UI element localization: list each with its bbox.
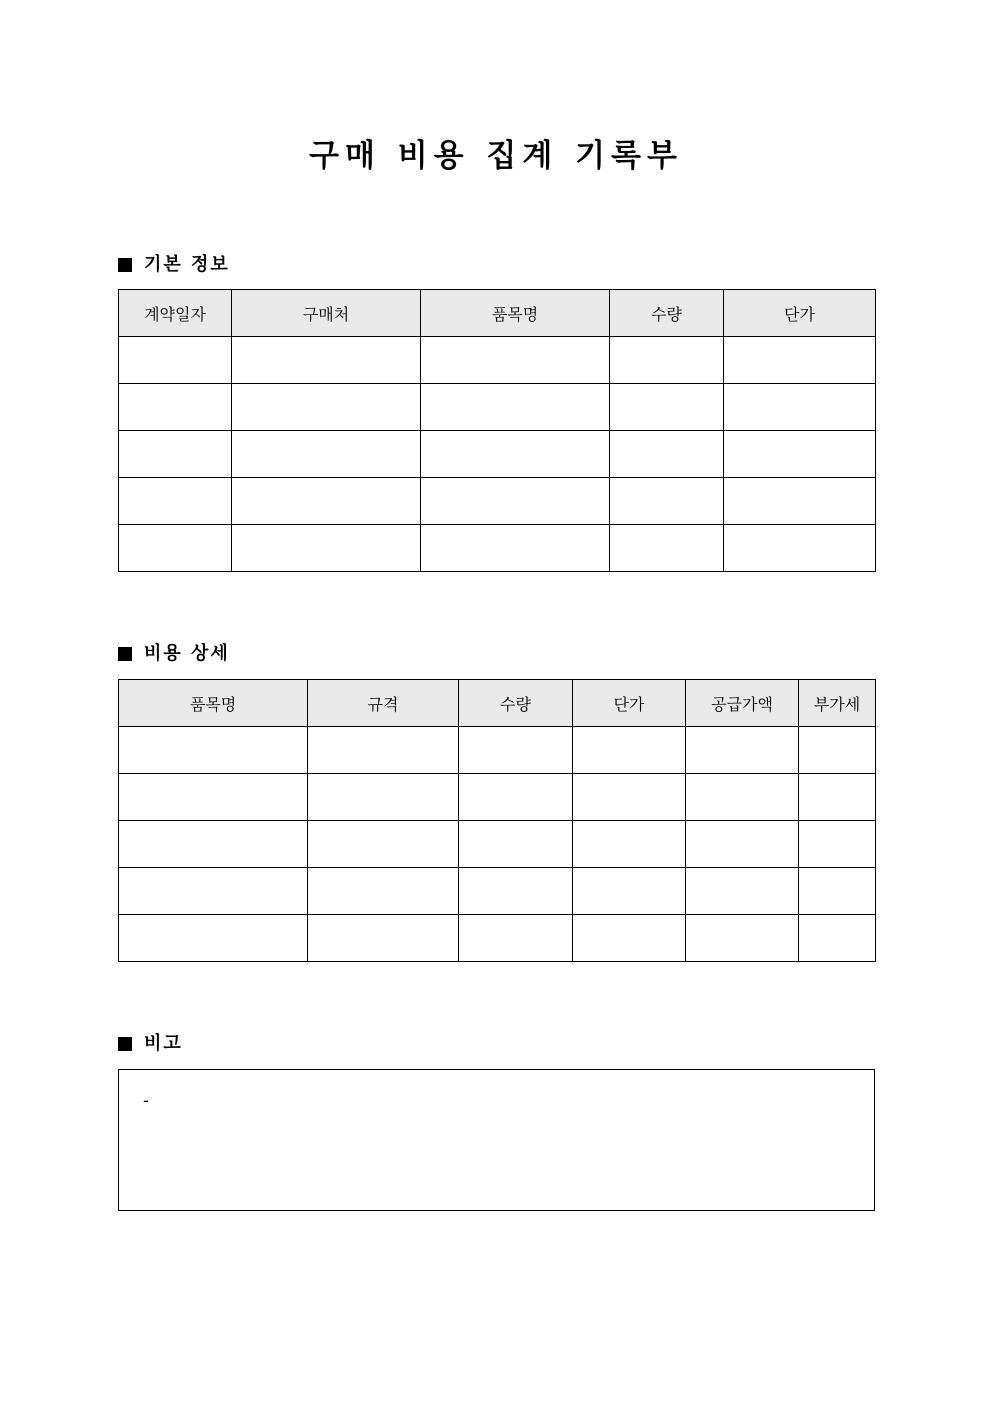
table-cell[interactable]: [799, 727, 876, 774]
square-bullet-icon: [118, 647, 132, 661]
table-cell[interactable]: [459, 821, 573, 868]
table-row: [119, 821, 876, 868]
table-cell[interactable]: [610, 478, 724, 525]
table-cell[interactable]: [610, 384, 724, 431]
table-row: [119, 774, 876, 821]
section-heading-text: 기본 정보: [144, 254, 230, 275]
table-cell[interactable]: [686, 821, 799, 868]
table-cell[interactable]: [421, 525, 610, 572]
table-cell[interactable]: [573, 868, 686, 915]
table-cell[interactable]: [686, 774, 799, 821]
table-cell[interactable]: [799, 915, 876, 962]
table-header-row: [119, 290, 876, 337]
table-cell[interactable]: [308, 915, 459, 962]
table-cell[interactable]: [573, 915, 686, 962]
table-cell[interactable]: [459, 727, 573, 774]
table-cell[interactable]: [119, 727, 308, 774]
table-cell[interactable]: [119, 774, 308, 821]
column-header-spec: 규격: [308, 680, 459, 727]
table-cell[interactable]: [686, 915, 799, 962]
table-cell[interactable]: [724, 525, 876, 572]
table-cell[interactable]: [308, 774, 459, 821]
table-row: [119, 915, 876, 962]
table-row: [119, 525, 876, 572]
table-row: [119, 431, 876, 478]
column-header-quantity: 수량: [610, 290, 724, 337]
square-bullet-icon: [118, 1037, 132, 1051]
table-cell[interactable]: [119, 478, 232, 525]
table-cell[interactable]: [232, 525, 421, 572]
table-row: [119, 727, 876, 774]
table-cell[interactable]: [421, 384, 610, 431]
table-row: [119, 337, 876, 384]
table-cell[interactable]: [308, 727, 459, 774]
table-cell[interactable]: [232, 384, 421, 431]
document-title: 구매 비용 집계 기록부: [309, 138, 683, 174]
table-cell[interactable]: [799, 868, 876, 915]
table-cell[interactable]: [573, 821, 686, 868]
section-heading-text: 비고: [144, 1033, 183, 1054]
table-cell[interactable]: [686, 727, 799, 774]
table-cell[interactable]: [308, 868, 459, 915]
table-cell[interactable]: [459, 868, 573, 915]
table-cell[interactable]: [573, 774, 686, 821]
table-row: [119, 384, 876, 431]
table-cell[interactable]: [686, 868, 799, 915]
column-header-vendor: 구매처: [232, 290, 421, 337]
column-header-unit-price: 단가: [724, 290, 876, 337]
column-header-item-name: 품목명: [421, 290, 610, 337]
section-heading-basic: [118, 253, 230, 277]
column-header-vat: 부가세: [799, 680, 876, 727]
table-cell[interactable]: [119, 384, 232, 431]
remarks-box[interactable]: [118, 1069, 875, 1211]
basic-info-table: [118, 289, 876, 572]
table-cell[interactable]: [421, 337, 610, 384]
table-cell[interactable]: [573, 727, 686, 774]
section-heading-remarks: [118, 1032, 183, 1056]
table-cell[interactable]: [119, 821, 308, 868]
square-bullet-icon: [118, 258, 132, 272]
table-cell[interactable]: [308, 821, 459, 868]
table-cell[interactable]: [610, 525, 724, 572]
table-cell[interactable]: [119, 868, 308, 915]
column-header-supply-amount: 공급가액: [686, 680, 799, 727]
section-heading-text: 비용 상세: [144, 643, 230, 664]
column-header-quantity: 수량: [459, 680, 573, 727]
table-row: [119, 478, 876, 525]
table-cell[interactable]: [799, 821, 876, 868]
column-header-contract-date: 계약일자: [119, 290, 232, 337]
table-header-row: [119, 680, 876, 727]
table-cell[interactable]: [119, 337, 232, 384]
table-cell[interactable]: [799, 774, 876, 821]
table-cell[interactable]: [724, 337, 876, 384]
table-cell[interactable]: [724, 478, 876, 525]
table-cell[interactable]: [232, 431, 421, 478]
table-cell[interactable]: [724, 431, 876, 478]
table-cell[interactable]: [119, 431, 232, 478]
table-cell[interactable]: [724, 384, 876, 431]
table-row: [119, 868, 876, 915]
table-cell[interactable]: [421, 478, 610, 525]
table-cell[interactable]: [610, 431, 724, 478]
column-header-unit-price: 단가: [573, 680, 686, 727]
cost-detail-table: [118, 679, 876, 962]
table-cell[interactable]: [119, 525, 232, 572]
table-cell[interactable]: [459, 774, 573, 821]
table-cell[interactable]: [459, 915, 573, 962]
table-cell[interactable]: [610, 337, 724, 384]
table-cell[interactable]: [232, 337, 421, 384]
column-header-item-name: 품목명: [119, 680, 308, 727]
remarks-text: -: [143, 1091, 149, 1110]
section-heading-cost: [118, 642, 230, 666]
table-cell[interactable]: [232, 478, 421, 525]
table-cell[interactable]: [421, 431, 610, 478]
table-cell[interactable]: [119, 915, 308, 962]
